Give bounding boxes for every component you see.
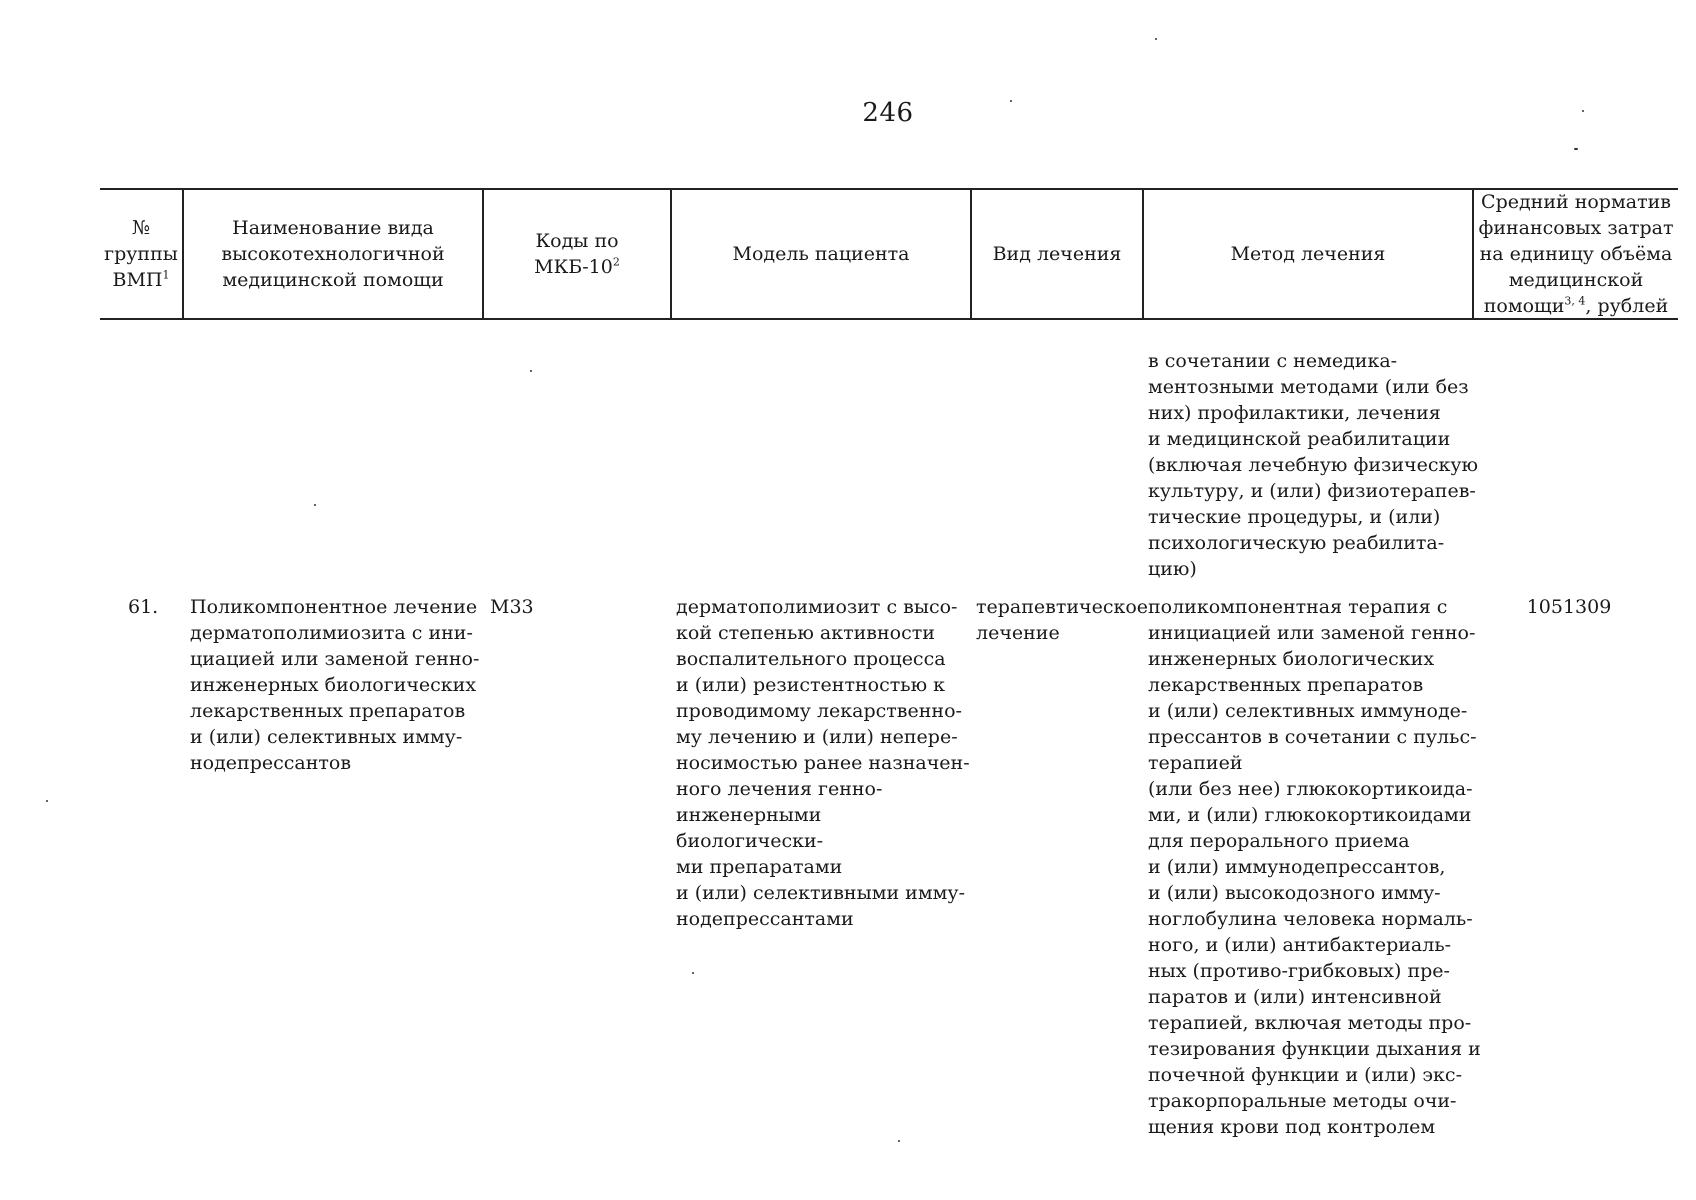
footnote-marker: 3, 4 <box>1564 294 1586 308</box>
row-treatment-method: поликомпонентная терапия с инициацией или заменой генно- инженерных биологических лекарственных препаратов и (или) селективных иммуноде- прессантов в сочетании с пульс- терапией (или без нее) глюкокортикоида- ми, и (или) глюкокортикоидами для перорального приема и (или) иммунодепрессантов, и (или) высокодозного иммy- ноглобулина человека нормаль- ного, и (или) антибактериаль- ных (противо-грибковых) пре- паратов и (или) интенсивной терапией, включая методы про- тезирования функции дыхания и почечной функции и (или) экс- тракорпоральные методы очи- щения крови под контролем <box>1148 596 1481 1138</box>
header-cost-standard-suffix: , рублей <box>1585 295 1669 317</box>
page-number: 246 <box>862 98 914 128</box>
footnote-marker: 1 <box>162 268 170 282</box>
scan-speck <box>314 504 316 506</box>
scan-speck <box>1582 110 1584 112</box>
row-group-number: 61. <box>128 596 159 618</box>
scan-speck <box>692 972 694 974</box>
scan-speck <box>1010 100 1012 102</box>
header-cost-standard <box>1474 190 1678 318</box>
scan-speck <box>898 1140 900 1142</box>
header-icd-codes-text: Коды по МКБ-10 <box>534 230 619 278</box>
header-icd-codes <box>484 190 670 318</box>
scan-speck <box>46 800 48 802</box>
header-group-number-text: № группы ВМП <box>104 217 178 291</box>
row-cost-standard: 1051309 <box>1526 596 1612 618</box>
table-header <box>100 188 1678 320</box>
row-care-type-name: Поликомпонентное лечение дерматополимиозита с ини- циацией или заменой генно- инженерных биологических лекарственных препаратов и (или) селективных имму- нодепрессантов <box>190 596 480 774</box>
header-group-number <box>100 190 182 318</box>
scan-speck <box>530 370 532 372</box>
header-care-type-name: Наименование вида высокотехнологичной медицинской помощи <box>221 217 445 291</box>
footnote-marker: 2 <box>612 255 620 269</box>
continuation-treatment-method: в сочетании с немедика- ментозными методами (или без них) профилактики, лечения и медицинской реабилитации (включая лечебную физическую культуру, и (или) физиотерапев- тические процедуры, и (или) психологическую реабилита- цию) <box>1148 350 1479 580</box>
header-cost-standard-text: Средний норматив финансовых затрат на единицу объёма медицинской помощи <box>1478 191 1674 317</box>
header-treatment-method: Метод лечения <box>1230 243 1386 265</box>
scan-speck <box>1574 148 1578 150</box>
header-patient-model: Модель пациента <box>732 243 910 265</box>
row-icd-codes: M33 <box>490 596 534 618</box>
row-treatment-type: терапевтическое лечение <box>976 596 1149 644</box>
scan-speck <box>1155 38 1157 40</box>
row-patient-model: дерматополимиозит с высо- кой степенью активности воспалительного процесса и (или) резистентностью к проводимому лекарственно- му лечению и (или) непере- носимостью ранее назначен- ного лечения генно- инженерными биологически- ми препаратами и (или) селективными имму- нодепрессантами <box>676 596 970 930</box>
header-treatment-type: Вид лечения <box>992 243 1122 265</box>
